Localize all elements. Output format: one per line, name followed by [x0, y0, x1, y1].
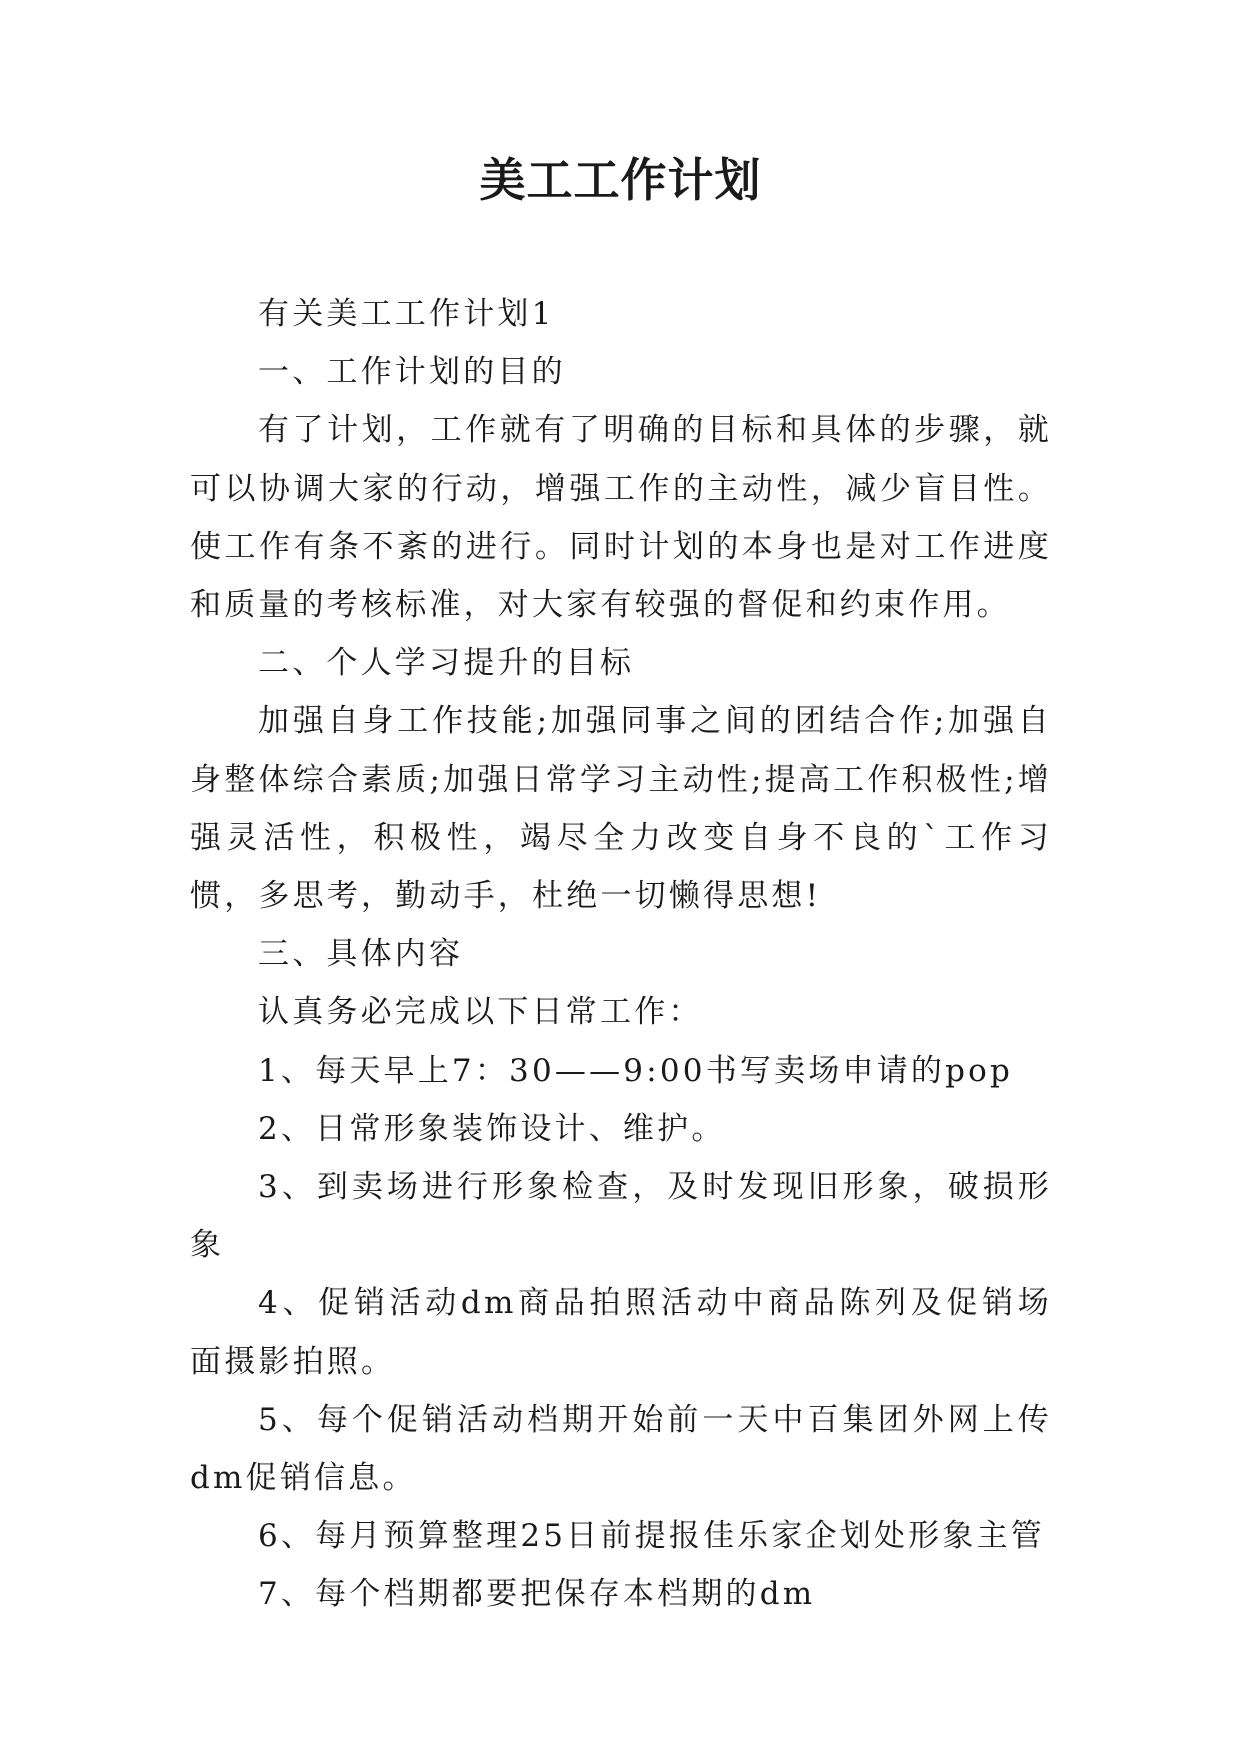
list-item-2: 2、日常形象装饰设计、维护。 [258, 1110, 726, 1147]
section-heading-content: 三、具体内容 [258, 936, 464, 973]
paragraph-subtitle: 有关美工工作计划1 [258, 296, 555, 332]
list-item-1: 1、每天早上7：30——9:00书写卖场申请的pop [258, 1052, 1014, 1089]
paragraph-purpose: 有了计划，工作就有了明确的目标和具体的步骤，就可以协调大家的行动，增强工作的主动性，减少盲目性。使工作有条不紊的进行。同时计划的本身也是对工作进度和质量的考核标准，对大家有较强的督促和约束作用。 [190, 412, 1052, 624]
document-body [190, 285, 1052, 1624]
paragraph-learning-goals: 加强自身工作技能;加强同事之间的团结合作;加强自身整体综合素质;加强日常学习主动性;提高工作积极性;增强灵活性，积极性，竭尽全力改变自身不良的`工作习惯，多思考，勤动手，杜绝一切懒得思想! [190, 703, 1052, 915]
paragraph-daily-work-intro: 认真务必完成以下日常工作： [258, 994, 703, 1031]
list-item-5: 5、每个促销活动档期开始前一天中百集团外网上传dm促销信息。 [190, 1401, 1052, 1497]
document-title: 美工工作计划 [479, 153, 762, 207]
section-heading-learning-goals: 二、个人学习提升的目标 [258, 645, 635, 682]
list-item-4: 4、促销活动dm商品拍照活动中商品陈列及促销场面摄影拍照。 [190, 1285, 1052, 1380]
list-item-3: 3、到卖场进行形象检查，及时发现旧形象，破损形象 [190, 1169, 1052, 1264]
section-heading-purpose: 一、工作计划的目的 [258, 354, 566, 391]
list-item-7: 7、每个档期都要把保存本档期的dm [258, 1576, 816, 1613]
list-item-6: 6、每月预算整理25日前提报佳乐家企划处形象主管 [258, 1518, 1045, 1555]
